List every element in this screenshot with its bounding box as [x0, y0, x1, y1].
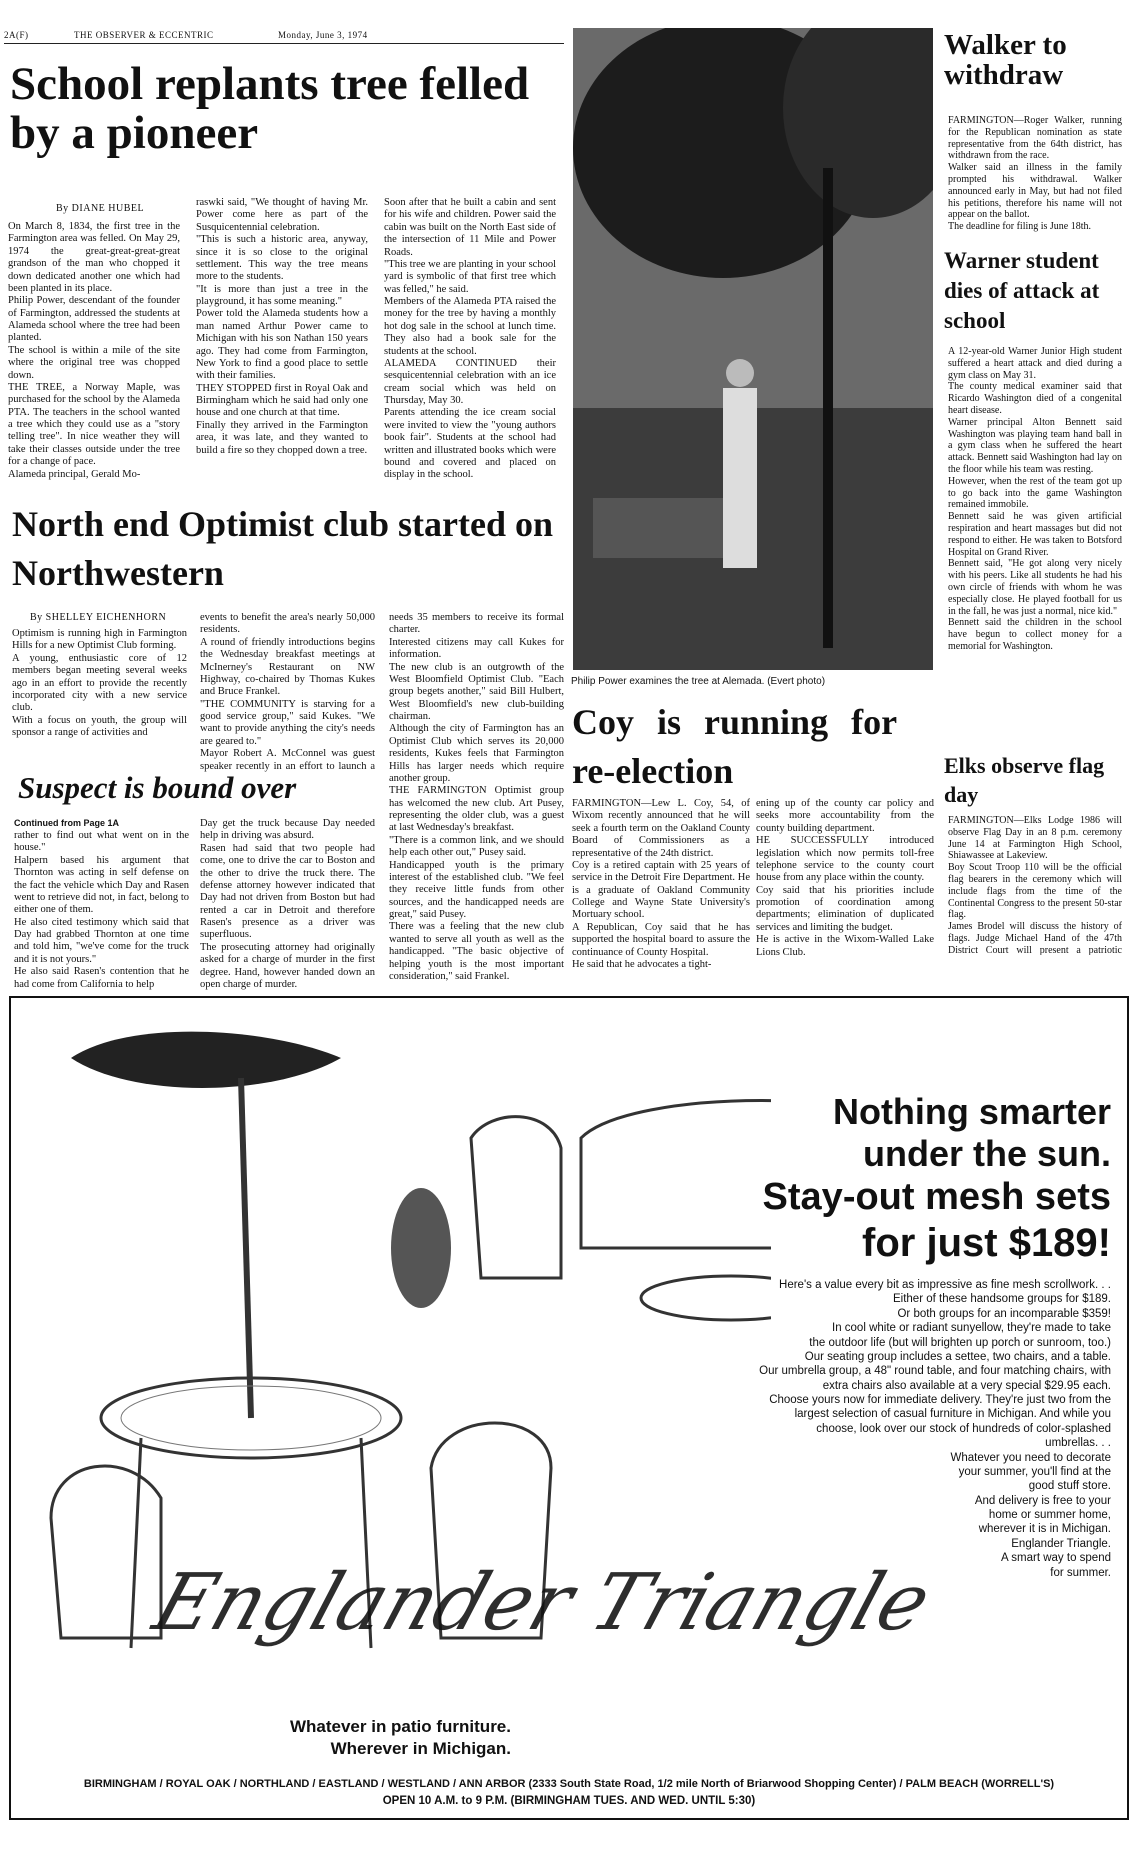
- tree-dedication-photo: [573, 28, 933, 670]
- coy-col2-text: ening up of the county car policy and seeks more accountability from the county building department. HE SUCCESSFULLY introduced legislation which now permits toll-free telephone service to the county court house from any place within the county. Coy said that his priorities include promotion of coordination among departments; elimination of duplicated services and limiting the budget. He is active in the Wixom-Walled Lake Lions Club.: [756, 798, 934, 958]
- masthead-rule: [4, 43, 564, 44]
- suspect-column-2: [200, 818, 375, 990]
- tree-story-col1-text: On March 8, 1834, the first tree in the Farmington area was felled. On May 29, 1974 the great-great-great-great grandson of the man who chopped it down dedicated another one which had been planted in its place. Philip Power, descendant of the founder of Farmington, addressed the students at Alameda school where the tree had been planted. The school is within a mile of the site where the original tree was chopped down. THE TREE, a Norway Maple, was purchased for the school by the Alameda PTA. The teachers in the school wanted a tree which they could use as a "story telling tree". In nice weather they will take their classes outside under the tree for a change of pace. Alameda principal, Gerald Mo-: [8, 221, 180, 480]
- tree-story-headline: School replants tree felled by a pioneer: [10, 60, 530, 160]
- optimist-column-3: [389, 612, 564, 992]
- walker-text: FARMINGTON—Roger Walker, running for the Republican nomination as state representative from the 64th district, has withdrawn from the race. Walker said an illness in the family prompted his withdrawal. Walker announced early in May, but had not filed his petitions, therefore his name will not appear on the ballot. The deadline for filing is June 18th.: [948, 115, 1122, 233]
- suspect-column-1: [14, 830, 189, 990]
- page-number: 2A(F): [4, 30, 29, 40]
- suspect-col2-text: Day get the truck because Day needed help in driving was absurd. Rasen had said that two people had come, one to drive the car to Boston and the other to drive the truck there. The defense attorney however indicated that Day had not driven from Boston but had rented a car in Detroit and therefore Rasen's presence as a driver was superfluous. The prosecuting attorney had originally asked for a charge of murder in the first degree. Hand, however handed down an open charge of murder.: [200, 818, 375, 990]
- coy-col1-text: FARMINGTON—Lew L. Coy, 54, of Wixom recently announced that he will seek a fourth term on the Oakland County Board of Commissioners as a representative of the 24th district. Coy is a retired captain with 25 years of service in the Detroit Fire Department. He is a graduate of Oakland Community College and Wayne State University's Mortuary school. A Republican, Coy said that he has supported the hospital board to assure the continuance of County Hospital. He said that he advocates a tight-: [572, 798, 750, 970]
- warner-headline: Warner student dies of attack at school: [944, 248, 1100, 333]
- coy-column-1: [572, 798, 750, 988]
- continued-from-label: Continued from Page 1A: [14, 818, 120, 828]
- issue-date: Monday, June 3, 1974: [278, 30, 368, 40]
- walker-story: [948, 115, 1122, 265]
- ad-store-locations: BIRMINGHAM / ROYAL OAK / NORTHLAND / EASTLAND / WESTLAND / ANN ARBOR (2333 South State Road, 1/2 mile North of Briarwood Shopping Center) / PALM BEACH (WORRELL'S): [83, 1778, 1055, 1790]
- ad-headline-1: Nothing smarter: [832, 1093, 1111, 1132]
- englander-triangle-logo: Englander Triangle: [142, 1558, 942, 1648]
- coy-column-2: [756, 798, 934, 988]
- tree-story-column-2: [196, 197, 368, 497]
- ad-tagline-2: Wherever in Michigan.: [330, 1740, 511, 1758]
- suspect-headline: Suspect is bound over: [18, 772, 297, 805]
- suspect-col1-text: rather to find out what went on in the house." Halpern based his argument that Thornton was acting in self defense on the fact the vehicle which Day and Rasen went to retrieve did not, in fact, belong to either one of them. He also cited testimony which said that Day had grabbed Thornton at one time and told him, "we've come for the truck and it is not yours." He also said Rasen's contention that he had come from California to help: [14, 830, 189, 990]
- photo-tree-illustration: [573, 28, 933, 670]
- optimist-col2-text: events to benefit the area's nearly 50,000 residents. A round of friendly introductions begins the Wednesday breakfast meetings at McInerney's Restaurant on NW Highway, co-chaired by Thomas Kukes and Bruce Frankel. "THE COMMUNITY is starving for a good service group," said Kukes. "We want to provide anything the city's needs are geared to." Mayor Robert A. McConnel was guest speaker recently in an effort to launch a: [200, 612, 375, 772]
- photo-caption: Philip Power examines the tree at Alemada. (Evert photo): [571, 676, 826, 687]
- englander-triangle-ad: [9, 996, 1129, 1820]
- optimist-col1-text: Optimism is running high in Farmington Hills for a new Optimist Club forming. A young, enthusiastic core of 12 members began meeting several weeks ago in an effort to provide the recently incorporated city with a new service club. With a focus on youth, the group will sponsor a range of activities and: [12, 628, 187, 738]
- tree-story-col2-text: raswki said, "We thought of having Mr. Power come here as part of the Susquicentennial celebration. "This is such a historic area, anyway, since it is so close to the original settlement. This way the tree means more to the students. "It is more than just a tree in the playground, it has some meaning." Power told the Alameda students how a man named Arthur Power came to Michigan with his son Nathan 150 years ago. They had come from Farmington, New York to find a good place to settle with their families. THEY STOPPED first in Royal Oak and Birmingham which he said had only one house and one church at that time. Finally they arrived in the Farmington area, it was late, and they wanted to build a fire so they chopped down a tree.: [196, 197, 368, 456]
- elks-story: [948, 815, 1122, 955]
- optimist-column-1: [12, 628, 187, 768]
- tree-story-column-3: [384, 197, 556, 527]
- warner-text: A 12-year-old Warner Junior High student suffered a heart attack and died during a gym class on May 31. The county medical examiner said that Ricardo Washington died of a congenital heart disease. Warner principal Alton Bennett said Washington was playing team hand ball in a gym class when he suffered the heart attack. Bennett said Washington had lay on the floor while his team was resting. However, when the rest of the team got up to go back into the game Washington remained immobile. Bennett said he was given artificial respiration and heart massages but did not respond to either. He was taken to Botsford Hospital on Grand River. Bennett said, "He got along very nicely with his peers. Like all students he had his own circle of friends with whom he was especially close. He played football for us in the fall, he was just a normal, nice kid." Bennett said the children in the school have begun to collect money for a memorial for Washington.: [948, 346, 1122, 652]
- tree-story-column-1: [8, 221, 180, 496]
- ad-headline-3: Stay-out mesh sets: [762, 1178, 1111, 1218]
- newspaper-name: THE OBSERVER & ECCENTRIC: [74, 30, 214, 40]
- optimist-col3-text: needs 35 members to receive its formal charter. Interested citizens may call Kukes for information. The new club is an outgrowth of the West Bloomfield Optimist Club. "Each group begets another," said Bill Hulbert, West Bloomfield's new club-building chairman. Although the city of Farmington has an Optimist Club which serves its 20,000 residents, Kukes feels that Farmington Hills has larger needs which require another group. THE FARMINGTON Optimist group has welcomed the new club. Art Pusey, representing the older club, was a guest at last Wednesday's breakfast. "There is a common link, and we should help each other out," Pusey said. Handicapped youth is the primary interest of the established club. "We feel they receive little funds from other sources, and the handicapped needs are great," said Pusey. There was a feeling that the new club wanted to serve all youth as well as the handicapped. "The basic objective of helping youth is the most important consideration," said Frankel.: [389, 612, 564, 982]
- ad-headline-2: under the sun.: [862, 1135, 1111, 1174]
- optimist-column-2: [200, 612, 375, 772]
- warner-story: [948, 346, 1122, 736]
- elks-headline: Elks observe flag day: [944, 753, 1105, 807]
- tree-story-byline: By DIANE HUBEL: [56, 203, 145, 214]
- ad-headline-4: for just $189!: [862, 1222, 1111, 1265]
- optimist-headline: North end Optimist club started on Northwestern: [12, 504, 554, 593]
- coy-headline: Coy is running for re-election: [572, 702, 897, 791]
- optimist-byline: By SHELLEY EICHENHORN: [30, 612, 167, 623]
- elks-text: FARMINGTON—Elks Lodge 1986 will observe Flag Day in an 8 p.m. ceremony June 14 at Farmington High School, Shiawassee at Lakeview. Boy Scout Troop 110 will be the official flag bearers in the ceremony which will include flags from the time of the Continental Congress to the present 50-star flag. James Brodel will discuss the history of flags. Judge Michael Hand of the 47th District Court will present a patriotic: [948, 815, 1122, 955]
- ad-store-hours: OPEN 10 A.M. to 9 P.M. (BIRMINGHAM TUES. AND WED. UNTIL 5:30): [382, 1795, 756, 1807]
- walker-headline: Walker to withdraw: [944, 30, 1067, 92]
- ad-tagline-1: Whatever in patio furniture.: [289, 1718, 511, 1736]
- ad-body-copy: Here's a value every bit as impressive as fine mesh scrollwork. . . Either of these handsome groups for $189. Or both groups for an incomparable $359! In cool white or radiant sunyellow, they're made to take the outdoor life (but will brighten up porch or sunroom, too.) Our seating group includes a settee, two chairs, and a table. Our umbrella group, a 48" round table, and four matching chairs, with extra chairs also available at a very special $29.95 each. Choose yours now for immediate delivery. They're just two from the largest selection of casual furniture in Michigan. And while you choose, look over our stock of hundreds of color-splashed umbrellas. . . Whatever you need to decorate your summer, you'll find at the good stuff store. And delivery is free to your home or summer home, wherever it is in Michigan. Englander Triangle. A smart way to spend for summer.: [759, 1279, 1111, 1579]
- tree-story-col3-text: Soon after that he built a cabin and sent for his wife and children. Power said the cabin was built on the North East side of the intersection of 11 Mile and Power Roads. "This tree we are planting in your school yard is symbolic of that first tree which was felled," he said. Members of the Alameda PTA raised the money for the tree by having a monthly hot dog sale in the school at lunch time. They also had a book sale for the students at the school. ALAMEDA CONTINUED their sesquicentennial celebration with an ice cream social which was held on Thursday, May 30. Parents attending the ice cream social were invited to view the "young authors book fair". Students at the school had written and illustrated books which were bound and covered and placed on display in the school.: [384, 197, 556, 481]
